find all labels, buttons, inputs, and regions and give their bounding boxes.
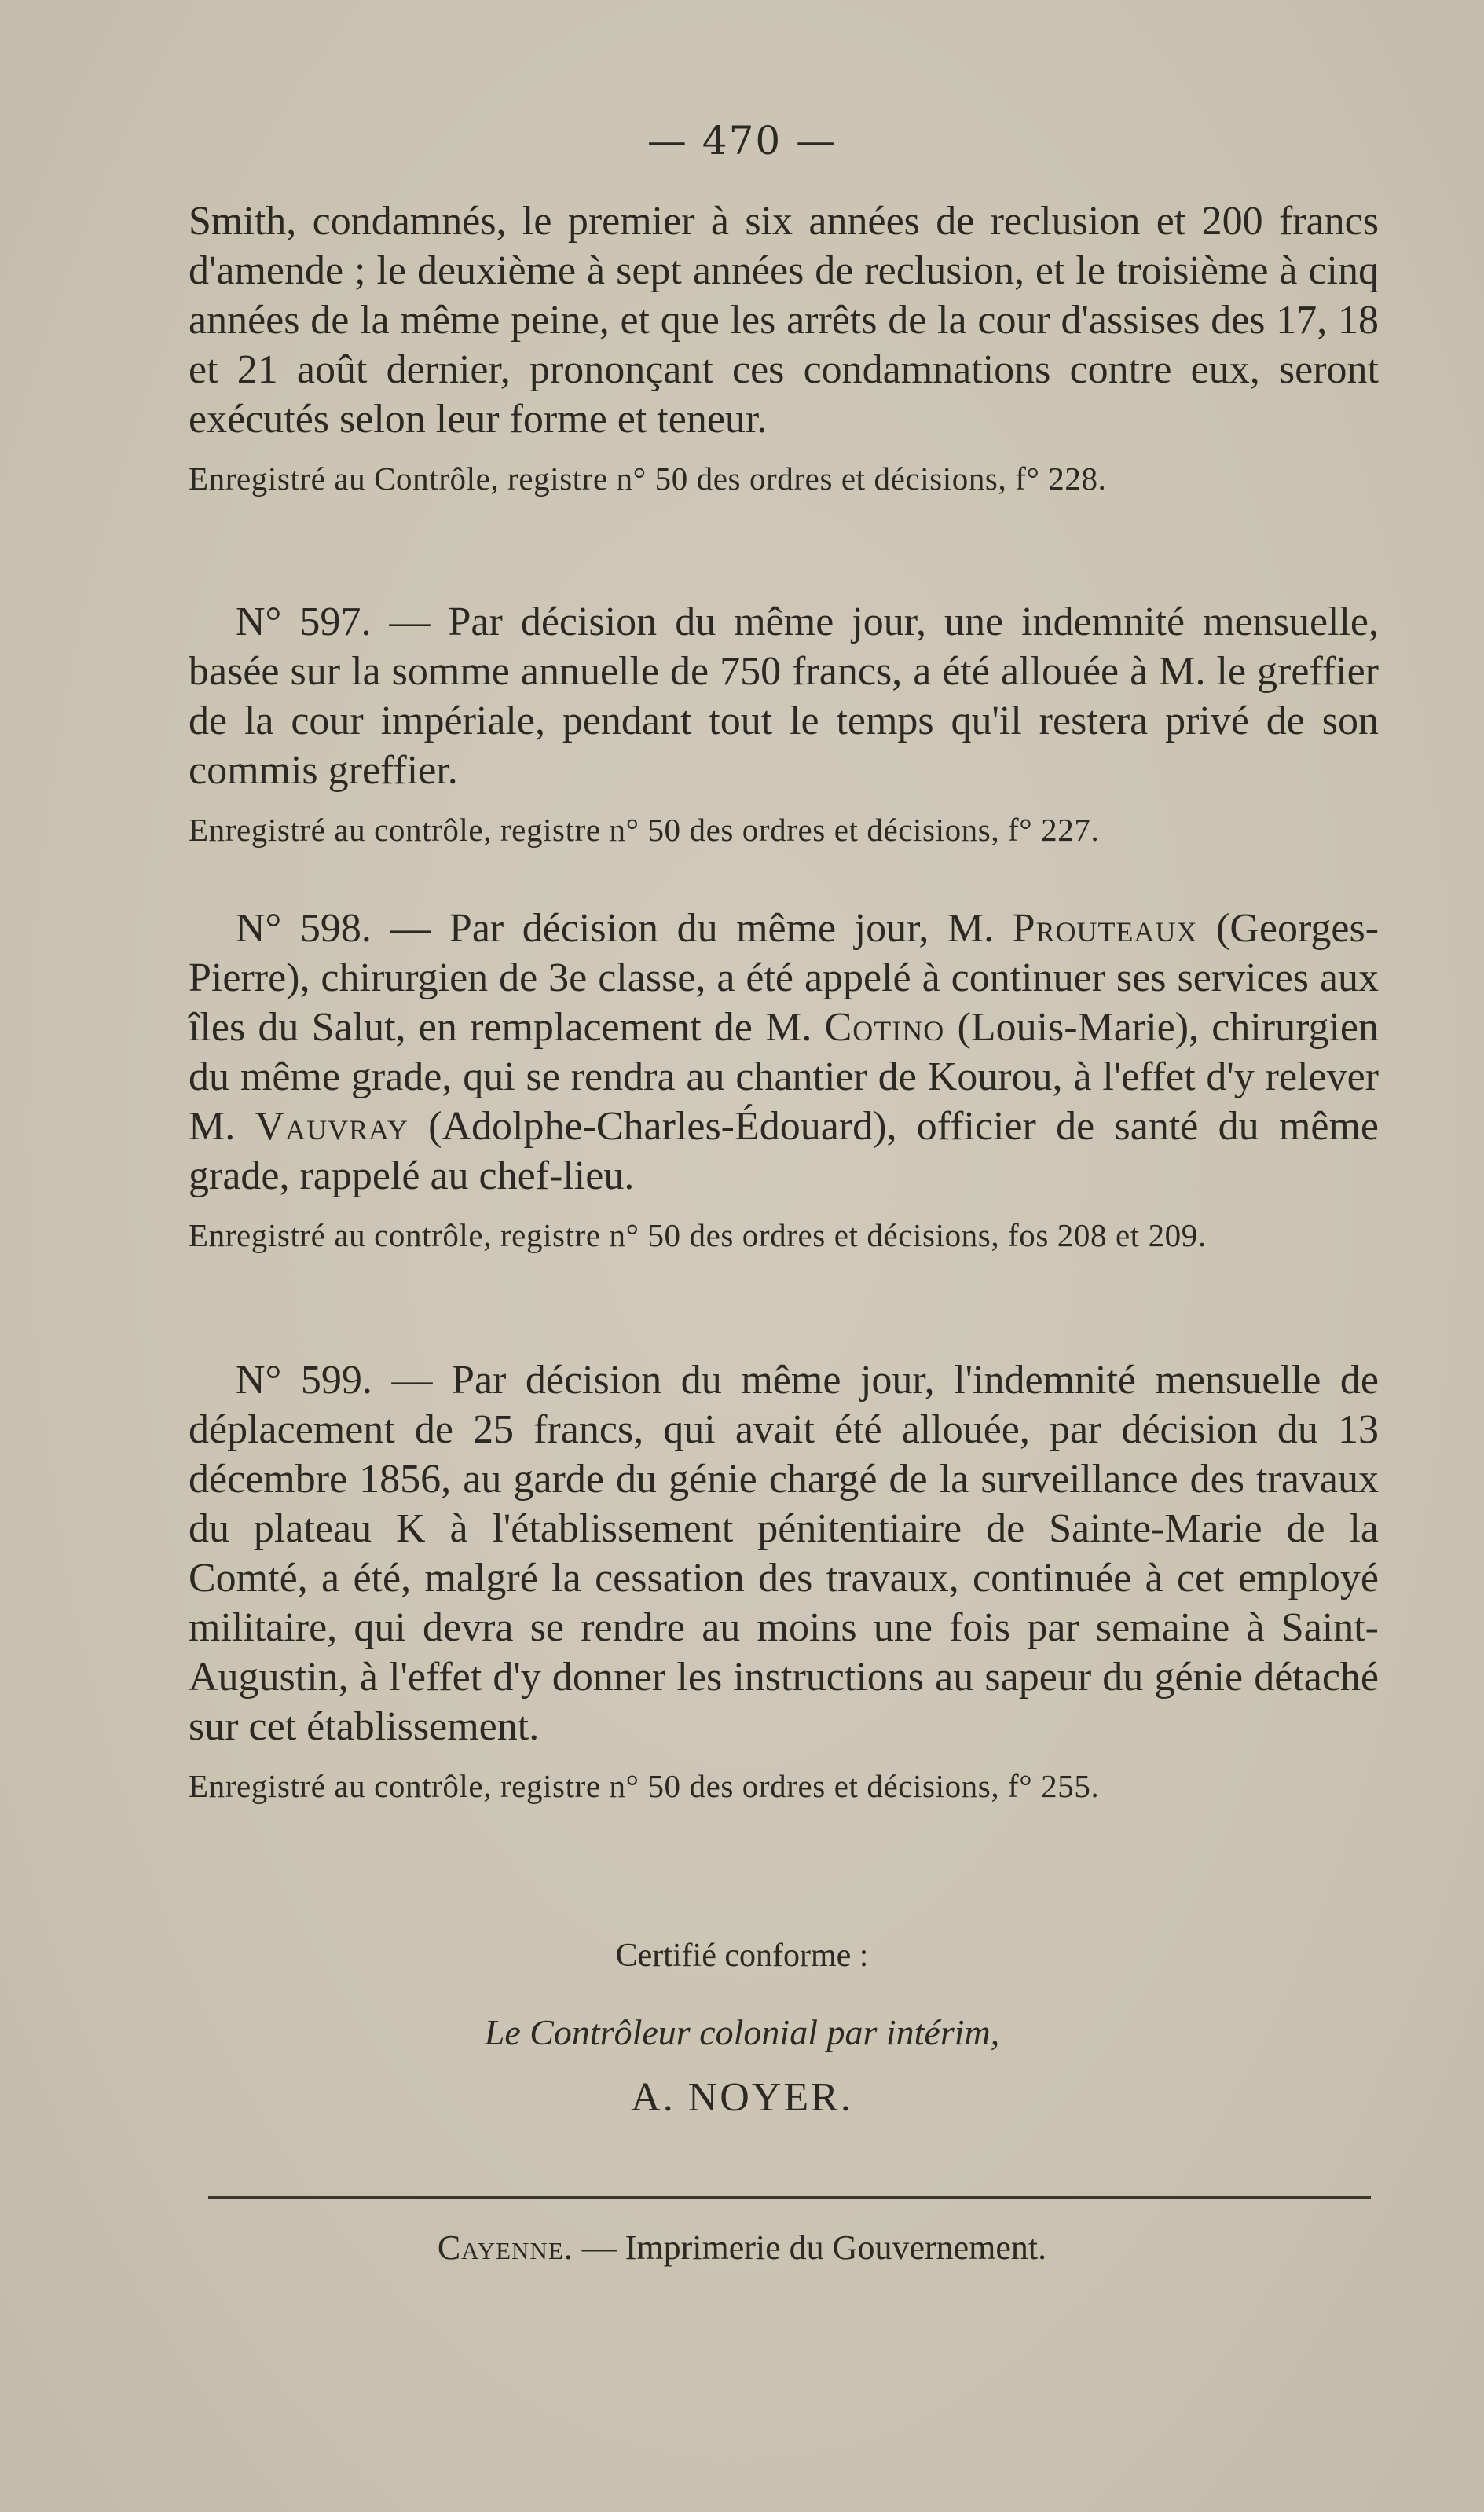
decision-598-name-2: Cotino <box>824 1005 945 1050</box>
decision-599-number: N° 599. <box>236 1358 372 1403</box>
printer-footer <box>0 2228 1484 2268</box>
page-number: — 470 — <box>647 118 837 163</box>
decision-599-text: — Par décision du même jour, l'indemnité mensuelle de déplacement de 25 francs, qui avait été allouée, par décision du 13 décembre 1856, au garde du génie chargé de la surveillance des travaux du plateau K à l'établissement pénitentiaire de Sainte-Marie de la Comté, a été, malgré la cessation des travaux, continuée à cet employé militaire, qui devra se rendre au moins une fois par semaine à Saint-Augustin, à l'effet d'y donner les instructions au sapeur du génie détaché sur cet établissement. <box>189 1358 1379 1749</box>
footer-rule <box>208 2196 1371 2199</box>
decision-597-registration: Enregistré au contrôle, registre n° 50 des ordres et décisions, f° 227. <box>189 812 1100 848</box>
decision-597-number: N° 597. <box>236 600 372 644</box>
decision-598-registration: Enregistré au contrôle, registre n° 50 des ordres et décisions, fos 208 et 209. <box>189 1217 1207 1253</box>
footer-city: Cayenne. <box>437 2228 573 2267</box>
decision-598-text-c: (Louis-Marie), chirurgien du même grade, qui se rendra au chantier de Kourou, à l'effet d'y relever M. <box>189 1005 1380 1149</box>
decision-598-paragraph <box>189 904 1379 1201</box>
decision-597 <box>189 597 1379 850</box>
decision-598-name-1: Prouteaux <box>1012 906 1198 951</box>
footer-printer: — Imprimerie du Gouvernement. <box>581 2228 1047 2267</box>
intro-section <box>189 196 1379 499</box>
decision-599-registration: Enregistré au contrôle, registre n° 50 des ordres et décisions, f° 255. <box>189 1768 1100 1804</box>
signatory-role: Le Contrôleur colonial par intérim, <box>484 2012 1000 2052</box>
decision-598-text-a: — Par décision du même jour, M. <box>390 906 995 951</box>
decision-598-number: N° 598. <box>236 906 372 951</box>
decision-598-text-b: (Georges-Pierre), chirurgien de 3e classe, a été appelé à continuer ses services aux îles du Salut, en remplacement de M. <box>189 906 1380 1050</box>
intro-paragraph: Smith, condamnés, le premier à six années de reclusion et 200 francs d'amende ; le deuxième à sept années de reclusion, et le troisième à cinq années de la même peine, et que les arrêts de la cour d'assises des 17, 18 et 21 août dernier, prononçant ces condamnations contre eux, seront exécutés selon leur forme et teneur. <box>189 199 1379 442</box>
decision-599-paragraph <box>189 1355 1379 1751</box>
decision-597-text: — Par décision du même jour, une indemnité mensuelle, basée sur la somme annuelle de 750 francs, a été allouée à M. le greffier de la cour impériale, pendant tout le temps qu'il restera privé de son commis greffier. <box>189 600 1379 793</box>
decision-598-text-d: (Adolphe-Charles-Édouard), officier de santé du même grade, rappelé au chef-lieu. <box>189 1104 1380 1198</box>
signatory-name: A. NOYER. <box>631 2075 853 2120</box>
certified-line: Certifié conforme : <box>615 1938 869 1974</box>
intro-registration: Enregistré au Contrôle, registre n° 50 des ordres et décisions, f° 228. <box>189 460 1107 497</box>
decision-598 <box>189 904 1379 1256</box>
decision-599 <box>189 1355 1379 1806</box>
decision-597-paragraph <box>189 597 1379 795</box>
decision-598-name-3: Vauvray <box>255 1104 409 1149</box>
